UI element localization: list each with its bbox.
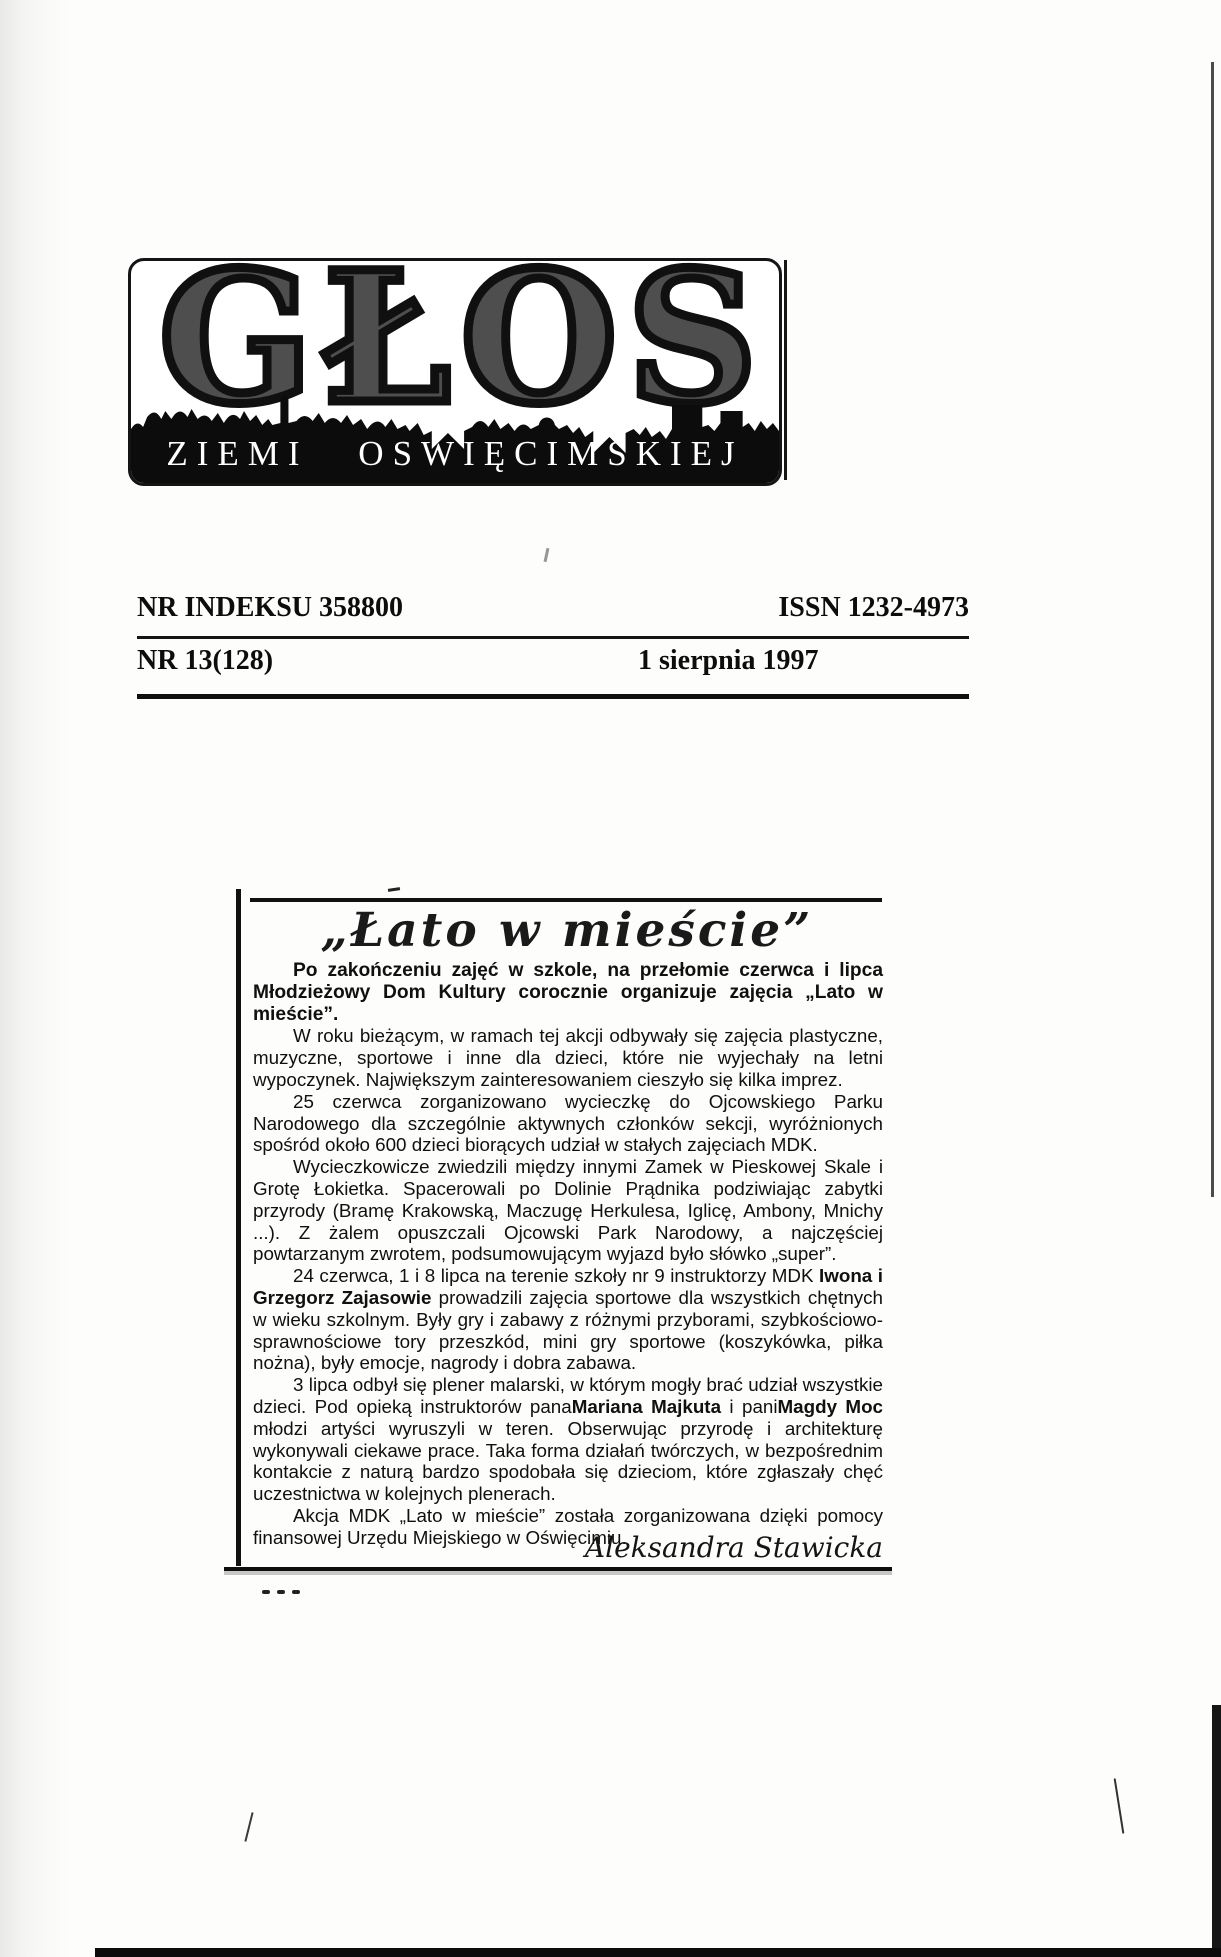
article-bottom-rule: [224, 1567, 892, 1571]
article-paragraph: W roku bieżącym, w ramach tej akcji odbywały się zajęcia plastyczne, muzyczne, sportowe i inne dla dzieci, które nie wyjechały na letni wypoczynek. Największym zainteresowaniem cieszyło się kilka imprez.: [253, 1025, 883, 1090]
article-body: [253, 960, 883, 1549]
issue-date: 1 sierpnia 1997: [638, 645, 819, 676]
issue-divider-rule: [137, 636, 969, 639]
issue-bottom-rule: [137, 694, 969, 699]
issn-number: ISSN 1232-4973: [778, 592, 969, 623]
issue-info-block: [137, 592, 969, 699]
article-lead: Po zakończeniu zajęć w szkole, na przełomie czerwca i lipca Młodzieżowy Dom Kultury corocznie organizuje zajęcia „Lato w mieście”.: [253, 960, 883, 1025]
scan-edge-line-right: [1211, 62, 1214, 1197]
article-paragraph: 3 lipca odbył się plener malarski, w którym mogły brać udział wszystkie dzieci. Pod opieką instruktorów panaMariana Majkuta i paniMagdy Moc młodzi artyści wyruszyli w teren. Obserwując przyrodę i architekturę wykonywali ciekawe prace. Taka forma działań twórczych, w bezpośrednim kontakcie z naturą bardzo spodobała się dzieciom, które zgłaszały chęć uczestnictwa w kolejnych plenerach.: [253, 1374, 883, 1505]
scan-edge-bar-bottom: [95, 1948, 1221, 1957]
issue-number: NR 13(128): [137, 645, 274, 676]
masthead-subtitle: ZIEMI OSWIĘCIMSKIEJ: [166, 434, 744, 473]
index-number: NR INDEKSU 358800: [137, 592, 404, 623]
article-left-bar: [236, 889, 241, 1566]
pen-mark-left: [244, 1812, 253, 1842]
issue-info-row-1: [137, 592, 969, 634]
article-top-rule: [250, 898, 882, 902]
article-title: „Łato w mieście”: [320, 903, 814, 958]
ink-dots: [262, 1581, 322, 1589]
scan-gutter-shadow: [0, 0, 70, 1957]
masthead-logo-text: GŁOS: [159, 258, 768, 444]
article-paragraph: Wycieczkowicze zwiedzili między innymi Zamek w Pieskowej Skale i Grotę Łokietka. Spacerowali po Dolinie Prądnika podziwiając zabytki przyrody (Bramę Krakowską, Maczugę Herkulesa, Iglicę, Ambony, Mnichy ...). Z żalem opuszczali Ojcowski Park Narodowy, a najczęściej powtarzanym zwrotem, podsumowującym wyjazd było słówko „super”.: [253, 1156, 883, 1265]
article-paragraph: 25 czerwca zorganizowano wycieczkę do Ojcowskiego Parku Narodowego dla szczególnie aktywnych członków sekcji, wyróżnionych spośród około 600 dzieci biorących udział w stałych zajęciach MDK.: [253, 1090, 883, 1156]
stray-ink-dash: [388, 887, 400, 892]
masthead-edge-line: [784, 260, 787, 480]
scan-smudge: [544, 548, 550, 562]
article-paragraph: 24 czerwca, 1 i 8 lipca na terenie szkoły nr 9 instruktorzy MDK Iwona i Grzegorz Zajasowie prowadzili zajęcia sportowe dla wszystkich chętnych w wieku szkolnym. Były gry i zabawy z różnymi przyborami, szybkościowo-sprawnościowe tory przeszkód, mini gry sportowe (koszykówka, piłka nożna), były emocje, nagrody i dobra zabawa.: [253, 1265, 884, 1374]
article-paragraph: Akcja MDK „Lato w mieście” została zorganizowana dzięki pomocy finansowej Urzędu Miejskiego w Oświęcimiu.: [253, 1504, 883, 1548]
masthead: [128, 258, 782, 486]
scan-edge-line-right-bottom: [1212, 1705, 1221, 1957]
issue-info-row-2: [137, 645, 969, 687]
article-author-signature: Aleksandra Stawicka: [584, 1531, 883, 1564]
pen-mark-right: [1114, 1778, 1125, 1834]
